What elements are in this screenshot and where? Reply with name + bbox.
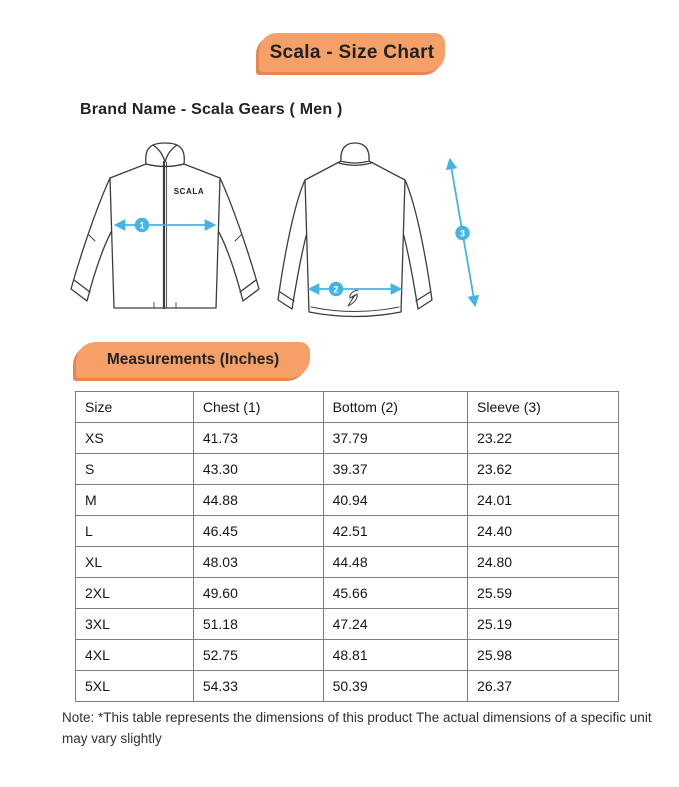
column-header: Size <box>76 392 194 423</box>
value-cell: 24.80 <box>468 547 619 578</box>
table-row <box>76 516 619 547</box>
value-cell: 50.39 <box>323 671 467 702</box>
back-jacket-illustration <box>278 143 432 317</box>
value-cell: 48.81 <box>323 640 467 671</box>
value-cell: 44.88 <box>193 485 323 516</box>
value-cell: 51.18 <box>193 609 323 640</box>
table-row <box>76 454 619 485</box>
size-cell: 5XL <box>76 671 194 702</box>
size-cell: 2XL <box>76 578 194 609</box>
measurements-banner <box>76 342 310 378</box>
scala-chest-logo-text: SCALA <box>173 187 205 196</box>
value-cell: 39.37 <box>323 454 467 485</box>
value-cell: 24.01 <box>468 485 619 516</box>
value-cell: 45.66 <box>323 578 467 609</box>
value-cell: 37.79 <box>323 423 467 454</box>
table-row <box>76 578 619 609</box>
size-table <box>75 391 619 702</box>
title-banner <box>259 33 445 72</box>
column-header: Bottom (2) <box>323 392 467 423</box>
chest-arrow-number: 1 <box>139 220 145 231</box>
value-cell: 25.19 <box>468 609 619 640</box>
table-row <box>76 671 619 702</box>
value-cell: 54.33 <box>193 671 323 702</box>
page-title: Scala - Size Chart <box>269 41 435 63</box>
value-cell: 52.75 <box>193 640 323 671</box>
value-cell: 23.22 <box>468 423 619 454</box>
size-cell: XL <box>76 547 194 578</box>
size-cell: S <box>76 454 194 485</box>
size-cell: 4XL <box>76 640 194 671</box>
column-header: Sleeve (3) <box>468 392 619 423</box>
value-cell: 44.48 <box>323 547 467 578</box>
value-cell: 42.51 <box>323 516 467 547</box>
value-cell: 40.94 <box>323 485 467 516</box>
table-row <box>76 640 619 671</box>
value-cell: 49.60 <box>193 578 323 609</box>
size-cell: 3XL <box>76 609 194 640</box>
sleeve-arrow <box>450 160 475 305</box>
value-cell: 43.30 <box>193 454 323 485</box>
size-cell: M <box>76 485 194 516</box>
note-text: Note: *This table represents the dimensions of this product The actual dimensions of a specific unit may vary slightly <box>62 710 652 746</box>
value-cell: 47.24 <box>323 609 467 640</box>
bottom-arrow-number: 2 <box>333 284 339 295</box>
jacket-measurement-illustration <box>58 132 490 332</box>
value-cell: 26.37 <box>468 671 619 702</box>
table-row <box>76 423 619 454</box>
table-row <box>76 485 619 516</box>
value-cell: 24.40 <box>468 516 619 547</box>
value-cell: 41.73 <box>193 423 323 454</box>
table-row <box>76 609 619 640</box>
column-header: Chest (1) <box>193 392 323 423</box>
brand-line: Brand Name - Scala Gears ( Men ) <box>80 101 343 118</box>
measurements-title: Measurements (Inches) <box>106 351 280 368</box>
size-cell: XS <box>76 423 194 454</box>
table-header-row <box>76 392 619 423</box>
value-cell: 25.59 <box>468 578 619 609</box>
value-cell: 25.98 <box>468 640 619 671</box>
value-cell: 23.62 <box>468 454 619 485</box>
table-body <box>76 423 619 702</box>
size-cell: L <box>76 516 194 547</box>
sleeve-arrow-number: 3 <box>459 228 466 239</box>
table-row <box>76 547 619 578</box>
value-cell: 48.03 <box>193 547 323 578</box>
value-cell: 46.45 <box>193 516 323 547</box>
